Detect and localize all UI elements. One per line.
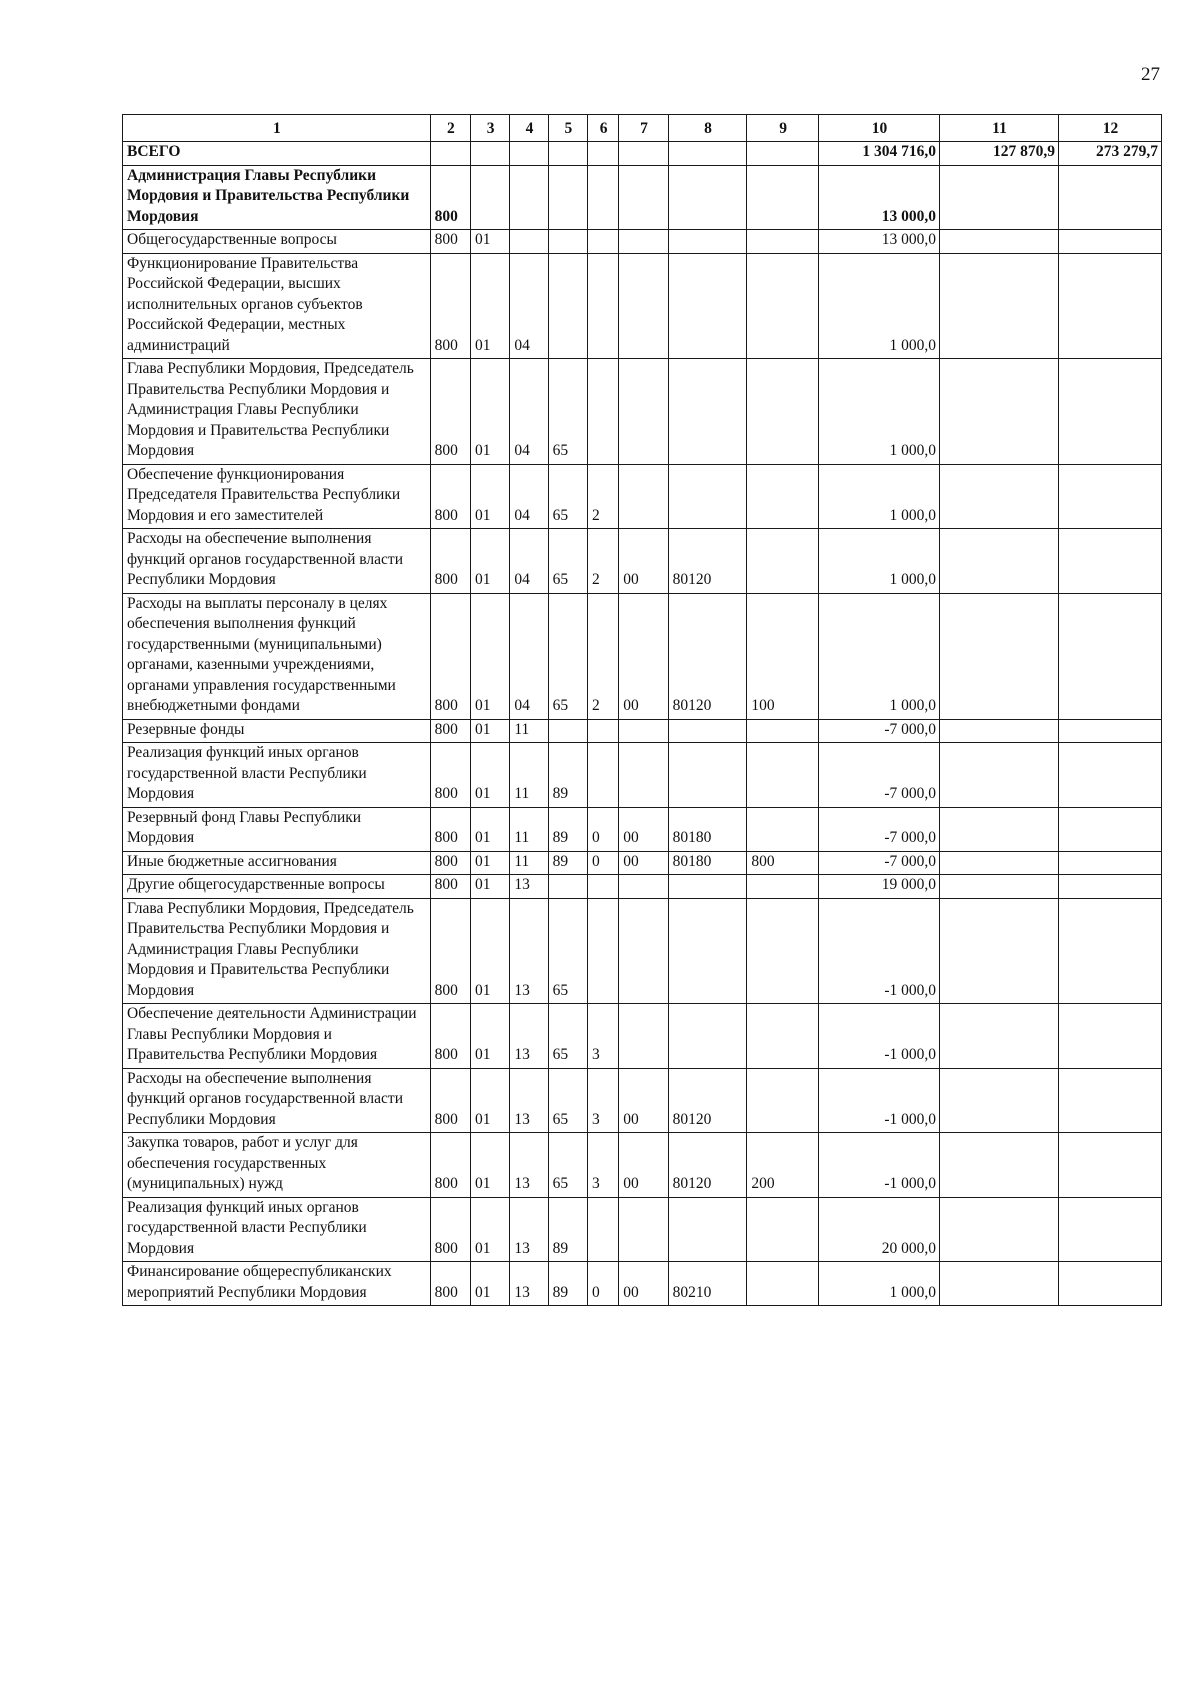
code-cell (668, 875, 747, 899)
code-cell (668, 142, 747, 166)
amount-cell (1059, 898, 1162, 1004)
code-cell (668, 719, 747, 743)
code-cell: 3 (587, 1068, 618, 1133)
code-cell: 0 (587, 1262, 618, 1306)
code-cell (619, 230, 668, 254)
code-cell: 65 (548, 593, 587, 719)
amount-cell (1059, 253, 1162, 359)
code-cell (747, 165, 819, 230)
amount-cell: 127 870,9 (940, 142, 1059, 166)
code-cell: 01 (471, 1197, 510, 1262)
code-cell (747, 359, 819, 465)
column-header: 8 (668, 115, 747, 142)
code-cell: 89 (548, 1262, 587, 1306)
amount-cell (1059, 1004, 1162, 1069)
column-header: 5 (548, 115, 587, 142)
amount-cell (1059, 807, 1162, 851)
table-body (123, 142, 1162, 1306)
amount-cell (940, 719, 1059, 743)
code-cell (668, 1197, 747, 1262)
code-cell (587, 230, 618, 254)
table-row (123, 743, 1162, 808)
code-cell (619, 464, 668, 529)
amount-cell (1059, 230, 1162, 254)
code-cell: 01 (471, 529, 510, 594)
code-cell (587, 743, 618, 808)
code-cell (747, 743, 819, 808)
code-cell (747, 875, 819, 899)
table-row (123, 142, 1162, 166)
code-cell (619, 165, 668, 230)
code-cell: 3 (587, 1004, 618, 1069)
column-header: 10 (818, 115, 939, 142)
code-cell: 0 (587, 851, 618, 875)
code-cell (619, 1197, 668, 1262)
code-cell: 04 (510, 253, 548, 359)
row-name-cell: Глава Республики Мордовия, Председатель Правительства Республики Мордовия и Администрация Главы Республики Мордовия и Правительства Республики Мордовия (123, 898, 431, 1004)
row-name-cell: Резервный фонд Главы Республики Мордовия (123, 807, 431, 851)
code-cell: 800 (430, 1133, 470, 1198)
code-cell (747, 1068, 819, 1133)
table-row (123, 851, 1162, 875)
code-cell (587, 165, 618, 230)
code-cell (747, 898, 819, 1004)
amount-cell (1059, 1197, 1162, 1262)
code-cell (668, 464, 747, 529)
amount-cell (1059, 359, 1162, 465)
amount-cell (940, 1068, 1059, 1133)
code-cell: 65 (548, 1068, 587, 1133)
code-cell: 11 (510, 807, 548, 851)
column-header: 9 (747, 115, 819, 142)
code-cell: 800 (430, 593, 470, 719)
amount-cell: 13 000,0 (818, 165, 939, 230)
code-cell (747, 230, 819, 254)
code-cell: 65 (548, 359, 587, 465)
amount-cell: 273 279,7 (1059, 142, 1162, 166)
amount-cell: 1 304 716,0 (818, 142, 939, 166)
code-cell: 04 (510, 593, 548, 719)
code-cell (548, 253, 587, 359)
code-cell: 13 (510, 1262, 548, 1306)
code-cell (510, 230, 548, 254)
code-cell: 00 (619, 1262, 668, 1306)
amount-cell (940, 165, 1059, 230)
amount-cell: 1 000,0 (818, 359, 939, 465)
table-row (123, 898, 1162, 1004)
amount-cell (940, 464, 1059, 529)
column-header: 1 (123, 115, 431, 142)
amount-cell: -7 000,0 (818, 807, 939, 851)
amount-cell: -7 000,0 (818, 743, 939, 808)
amount-cell (940, 743, 1059, 808)
table-row (123, 593, 1162, 719)
code-cell: 04 (510, 529, 548, 594)
code-cell: 3 (587, 1133, 618, 1198)
code-cell (430, 142, 470, 166)
table-row (123, 807, 1162, 851)
amount-cell (940, 359, 1059, 465)
code-cell: 800 (430, 464, 470, 529)
amount-cell: 1 000,0 (818, 253, 939, 359)
table-row (123, 1262, 1162, 1306)
code-cell (619, 253, 668, 359)
code-cell: 65 (548, 464, 587, 529)
column-header: 2 (430, 115, 470, 142)
row-name-cell: Расходы на обеспечение выполнения функций органов государственной власти Республики Мордовия (123, 529, 431, 594)
table-row (123, 359, 1162, 465)
code-cell (668, 253, 747, 359)
column-header: 7 (619, 115, 668, 142)
code-cell: 80120 (668, 529, 747, 594)
code-cell (668, 743, 747, 808)
amount-cell (1059, 1133, 1162, 1198)
table-row (123, 529, 1162, 594)
code-cell: 800 (430, 1004, 470, 1069)
code-cell: 00 (619, 593, 668, 719)
code-cell: 13 (510, 1197, 548, 1262)
code-cell: 13 (510, 898, 548, 1004)
amount-cell (1059, 1068, 1162, 1133)
code-cell: 11 (510, 743, 548, 808)
code-cell: 80180 (668, 807, 747, 851)
table-row (123, 1133, 1162, 1198)
amount-cell (1059, 529, 1162, 594)
row-name-cell: Расходы на выплаты персоналу в целях обеспечения выполнения функций государственными (муниципальными) органами, казенными учреждениями, органами управления государственными внебюджетными фондами (123, 593, 431, 719)
row-name-cell: ВСЕГО (123, 142, 431, 166)
table-row (123, 230, 1162, 254)
code-cell: 2 (587, 593, 618, 719)
amount-cell (1059, 851, 1162, 875)
code-cell: 65 (548, 898, 587, 1004)
code-cell (587, 875, 618, 899)
amount-cell (1059, 165, 1162, 230)
row-name-cell: Резервные фонды (123, 719, 431, 743)
code-cell (747, 529, 819, 594)
amount-cell (940, 253, 1059, 359)
row-name-cell: Другие общегосударственные вопросы (123, 875, 431, 899)
column-header: 4 (510, 115, 548, 142)
amount-cell: -7 000,0 (818, 719, 939, 743)
amount-cell (1059, 719, 1162, 743)
code-cell: 00 (619, 807, 668, 851)
code-cell (668, 359, 747, 465)
table-row (123, 1068, 1162, 1133)
table-row (123, 165, 1162, 230)
code-cell: 89 (548, 743, 587, 808)
row-name-cell: Расходы на обеспечение выполнения функций органов государственной власти Республики Мордовия (123, 1068, 431, 1133)
code-cell: 01 (471, 851, 510, 875)
code-cell (619, 743, 668, 808)
amount-cell (940, 898, 1059, 1004)
code-cell (747, 464, 819, 529)
code-cell: 200 (747, 1133, 819, 1198)
code-cell (548, 719, 587, 743)
table-row (123, 464, 1162, 529)
code-cell (587, 142, 618, 166)
amount-cell (940, 875, 1059, 899)
amount-cell: -1 000,0 (818, 1068, 939, 1133)
code-cell (548, 142, 587, 166)
code-cell: 89 (548, 1197, 587, 1262)
code-cell: 13 (510, 1133, 548, 1198)
code-cell (747, 1004, 819, 1069)
amount-cell (940, 1004, 1059, 1069)
row-name-cell: Функционирование Правительства Российской Федерации, высших исполнительных органов субъектов Российской Федерации, местных администраций (123, 253, 431, 359)
code-cell: 800 (430, 851, 470, 875)
code-cell (747, 1197, 819, 1262)
amount-cell (1059, 593, 1162, 719)
code-cell (587, 1197, 618, 1262)
code-cell (747, 719, 819, 743)
code-cell: 800 (430, 165, 470, 230)
code-cell: 80120 (668, 1068, 747, 1133)
code-cell: 01 (471, 359, 510, 465)
code-cell (471, 142, 510, 166)
code-cell: 80120 (668, 1133, 747, 1198)
code-cell: 00 (619, 1068, 668, 1133)
table-row (123, 1004, 1162, 1069)
table-header (123, 115, 1162, 142)
table-row (123, 719, 1162, 743)
code-cell (668, 1004, 747, 1069)
amount-cell: 1 000,0 (818, 593, 939, 719)
row-name-cell: Иные бюджетные ассигнования (123, 851, 431, 875)
code-cell: 00 (619, 529, 668, 594)
code-cell (619, 1004, 668, 1069)
code-cell: 01 (471, 1133, 510, 1198)
code-cell (548, 165, 587, 230)
code-cell: 13 (510, 1068, 548, 1133)
code-cell (619, 898, 668, 1004)
code-cell (587, 898, 618, 1004)
row-name-cell: Финансирование общереспубликанских мероприятий Республики Мордовия (123, 1262, 431, 1306)
code-cell (668, 230, 747, 254)
code-cell (548, 230, 587, 254)
code-cell: 800 (430, 743, 470, 808)
code-cell (587, 253, 618, 359)
code-cell: 13 (510, 1004, 548, 1069)
code-cell (471, 165, 510, 230)
code-cell: 800 (430, 230, 470, 254)
code-cell: 01 (471, 1068, 510, 1133)
code-cell: 01 (471, 743, 510, 808)
code-cell: 800 (430, 529, 470, 594)
amount-cell: 13 000,0 (818, 230, 939, 254)
amount-cell: 1 000,0 (818, 529, 939, 594)
code-cell: 04 (510, 464, 548, 529)
code-cell: 800 (430, 1197, 470, 1262)
code-cell: 100 (747, 593, 819, 719)
amount-cell (940, 1262, 1059, 1306)
amount-cell: -1 000,0 (818, 1133, 939, 1198)
row-name-cell: Общегосударственные вопросы (123, 230, 431, 254)
amount-cell (1059, 743, 1162, 808)
code-cell (548, 875, 587, 899)
code-cell: 800 (430, 807, 470, 851)
code-cell: 01 (471, 1004, 510, 1069)
code-cell: 65 (548, 1004, 587, 1069)
table-row (123, 875, 1162, 899)
code-cell: 11 (510, 851, 548, 875)
code-cell (668, 165, 747, 230)
column-header: 6 (587, 115, 618, 142)
table-row (123, 253, 1162, 359)
code-cell: 89 (548, 807, 587, 851)
code-cell: 01 (471, 1262, 510, 1306)
amount-cell (940, 851, 1059, 875)
code-cell (747, 807, 819, 851)
amount-cell (1059, 1262, 1162, 1306)
column-header: 11 (940, 115, 1059, 142)
row-name-cell: Обеспечение функционирования Председателя Правительства Республики Мордовия и его заместителей (123, 464, 431, 529)
code-cell (619, 359, 668, 465)
code-cell: 00 (619, 1133, 668, 1198)
code-cell: 13 (510, 875, 548, 899)
amount-cell (940, 1133, 1059, 1198)
code-cell (619, 142, 668, 166)
code-cell: 2 (587, 464, 618, 529)
amount-cell (940, 529, 1059, 594)
code-cell: 800 (747, 851, 819, 875)
code-cell (587, 719, 618, 743)
amount-cell: -1 000,0 (818, 898, 939, 1004)
code-cell: 800 (430, 875, 470, 899)
code-cell: 00 (619, 851, 668, 875)
amount-cell: 1 000,0 (818, 464, 939, 529)
code-cell (747, 253, 819, 359)
amount-cell: 1 000,0 (818, 1262, 939, 1306)
code-cell: 65 (548, 529, 587, 594)
code-cell: 800 (430, 898, 470, 1004)
page-number: 27 (1141, 64, 1160, 85)
code-cell: 11 (510, 719, 548, 743)
amount-cell (940, 230, 1059, 254)
row-name-cell: Глава Республики Мордовия, Председатель Правительства Республики Мордовия и Администрация Главы Республики Мордовия и Правительства Республики Мордовия (123, 359, 431, 465)
code-cell: 800 (430, 1262, 470, 1306)
row-name-cell: Закупка товаров, работ и услуг для обеспечения государственных (муниципальных) нужд (123, 1133, 431, 1198)
code-cell: 65 (548, 1133, 587, 1198)
row-name-cell: Реализация функций иных органов государственной власти Республики Мордовия (123, 743, 431, 808)
code-cell: 80180 (668, 851, 747, 875)
code-cell: 04 (510, 359, 548, 465)
amount-cell: 20 000,0 (818, 1197, 939, 1262)
amount-cell: 19 000,0 (818, 875, 939, 899)
code-cell: 80210 (668, 1262, 747, 1306)
code-cell (747, 142, 819, 166)
amount-cell (940, 593, 1059, 719)
table-row (123, 1197, 1162, 1262)
amount-cell: -1 000,0 (818, 1004, 939, 1069)
code-cell: 01 (471, 464, 510, 529)
column-header: 12 (1059, 115, 1162, 142)
code-cell: 800 (430, 1068, 470, 1133)
code-cell: 01 (471, 253, 510, 359)
code-cell: 01 (471, 807, 510, 851)
code-cell: 01 (471, 898, 510, 1004)
amount-cell: -7 000,0 (818, 851, 939, 875)
code-cell (510, 142, 548, 166)
code-cell: 89 (548, 851, 587, 875)
row-name-cell: Администрация Главы Республики Мордовия и Правительства Республики Мордовия (123, 165, 431, 230)
code-cell (619, 875, 668, 899)
amount-cell (940, 807, 1059, 851)
code-cell (587, 359, 618, 465)
code-cell: 0 (587, 807, 618, 851)
budget-table (122, 114, 1162, 1306)
row-name-cell: Обеспечение деятельности Администрации Главы Республики Мордовия и Правительства Республики Мордовия (123, 1004, 431, 1069)
amount-cell (1059, 464, 1162, 529)
column-header: 3 (471, 115, 510, 142)
code-cell: 01 (471, 875, 510, 899)
code-cell: 80120 (668, 593, 747, 719)
code-cell: 01 (471, 719, 510, 743)
code-cell: 01 (471, 593, 510, 719)
code-cell: 800 (430, 359, 470, 465)
amount-cell (940, 1197, 1059, 1262)
code-cell (747, 1262, 819, 1306)
code-cell (619, 719, 668, 743)
amount-cell (1059, 875, 1162, 899)
code-cell: 800 (430, 719, 470, 743)
code-cell: 2 (587, 529, 618, 594)
code-cell (668, 898, 747, 1004)
code-cell (510, 165, 548, 230)
code-cell: 800 (430, 253, 470, 359)
code-cell: 01 (471, 230, 510, 254)
row-name-cell: Реализация функций иных органов государственной власти Республики Мордовия (123, 1197, 431, 1262)
